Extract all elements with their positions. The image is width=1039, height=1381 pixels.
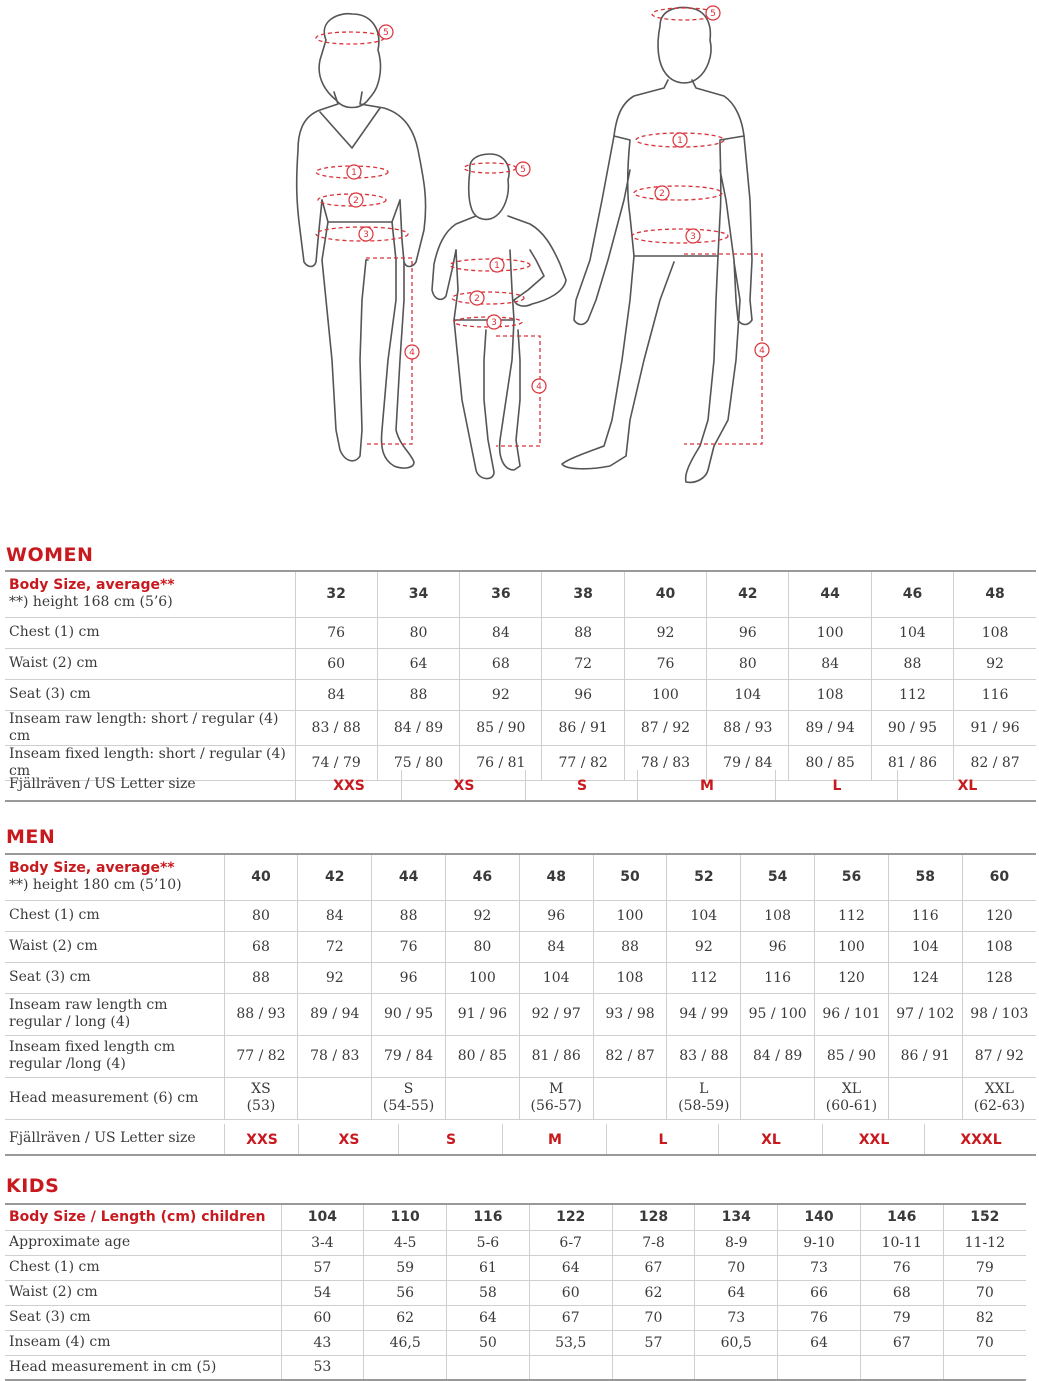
table-cell: 79 / 84 [707,745,789,780]
table-row [5,648,1036,679]
head-cell [593,1077,667,1119]
table-row [5,931,1036,962]
table-cell: 104 [871,617,953,648]
table-cell: 10-11 [860,1230,943,1255]
table-cell [695,1355,778,1380]
table-cell: 97 / 102 [888,993,962,1035]
table-cell: 83 / 88 [667,1035,741,1077]
table-cell: 70 [695,1255,778,1280]
row-label: Waist (2) cm [5,1280,281,1305]
table-cell: 100 [789,617,871,648]
table-cell [943,1355,1026,1380]
row-label: Approximate age [5,1230,281,1255]
table-cell: 64 [447,1305,530,1330]
kids-size-col: 134 [695,1204,778,1230]
table-cell: 76 [624,648,706,679]
table-cell: 91 / 96 [445,993,519,1035]
table-cell: 84 [519,931,593,962]
table-cell: 90 / 95 [871,710,953,745]
kids-body [5,1230,1026,1380]
kids-section-title: KIDS [6,1175,60,1197]
kids-size-col: 146 [860,1204,943,1230]
men-section-title: MEN [6,826,56,848]
women-size-col: 40 [624,571,706,617]
row-label: Chest (1) cm [5,617,295,648]
row-label: Head measurement in cm (5) [5,1355,281,1380]
table-cell: 76 [372,931,446,962]
table-cell: 100 [815,931,889,962]
marker-4: 4 [409,348,415,358]
table-cell: 76 [860,1255,943,1280]
table-cell: 94 / 99 [667,993,741,1035]
men-size-col: 44 [372,854,446,900]
women-letter-size-row [5,770,1036,802]
table-cell [778,1355,861,1380]
marker-3: 3 [690,232,696,242]
table-cell: 61 [447,1255,530,1280]
table-cell: 92 [298,962,372,993]
men-height-note: **) height 180 cm (5’10) [9,877,182,894]
table-cell: 77 / 82 [542,745,624,780]
table-cell: 88 [377,679,459,710]
table-cell: 64 [695,1280,778,1305]
table-row [5,1330,1026,1355]
men-size-col: 52 [667,854,741,900]
table-cell: 92 [624,617,706,648]
kids-size-col: 152 [943,1204,1026,1230]
head-cell: L (58-59) [667,1077,741,1119]
kids-size-col: 140 [778,1204,861,1230]
table-cell: 85 / 90 [815,1035,889,1077]
row-label: Inseam raw length cm regular / long (4) [5,993,224,1035]
table-cell: 84 [295,679,377,710]
letter-size-cell: S [398,1124,503,1154]
table-row [5,1280,1026,1305]
women-height-note: **) height 168 cm (5’6) [9,594,173,611]
table-cell [860,1355,943,1380]
table-cell: 87 / 92 [624,710,706,745]
table-cell: 108 [789,679,871,710]
table-cell: 80 / 85 [789,745,871,780]
table-cell: 89 / 94 [298,993,372,1035]
table-cell: 76 [778,1305,861,1330]
table-cell: 100 [593,900,667,931]
table-cell: 67 [529,1305,612,1330]
table-cell: 91 / 96 [954,710,1036,745]
table-cell: 76 [295,617,377,648]
table-cell: 88 [871,648,953,679]
table-cell: 95 / 100 [741,993,815,1035]
table-cell: 83 / 88 [295,710,377,745]
women-size-col: 36 [460,571,542,617]
table-cell: 112 [871,679,953,710]
table-cell: 108 [593,962,667,993]
table-cell: 62 [612,1280,695,1305]
table-cell: 98 / 103 [962,993,1036,1035]
letter-size-cell: XXS [295,770,402,800]
table-cell: 67 [612,1255,695,1280]
table-cell: 84 [460,617,542,648]
table-cell: 96 [519,900,593,931]
table-cell: 120 [962,900,1036,931]
table-cell: 104 [707,679,789,710]
table-cell: 84 / 89 [741,1035,815,1077]
women-header-label: Body Size, average** **) height 168 cm (5’6) [5,571,295,617]
row-label: Inseam raw length: short / regular (4) cm [5,710,295,745]
men-size-col: 42 [298,854,372,900]
table-cell: 116 [954,679,1036,710]
men-size-col: 50 [593,854,667,900]
letter-size-cell: M [502,1124,607,1154]
women-size-col: 38 [542,571,624,617]
marker-5: 5 [520,165,526,175]
table-cell: 68 [460,648,542,679]
letter-size-cell: XL [718,1124,823,1154]
table-cell: 96 [741,931,815,962]
row-label: Inseam fixed length: short / regular (4) cm [5,745,295,780]
head-cell: M (56-57) [519,1077,593,1119]
table-cell: 80 [377,617,459,648]
table-cell: 78 / 83 [624,745,706,780]
table-cell: 68 [224,931,298,962]
marker-2: 2 [659,189,665,199]
men-size-col: 48 [519,854,593,900]
marker-2: 2 [353,196,359,206]
table-cell: 60 [295,648,377,679]
table-cell: 84 [298,900,372,931]
table-cell: 79 [860,1305,943,1330]
kids-header-row [5,1204,1026,1230]
table-cell: 11-12 [943,1230,1026,1255]
table-cell: 68 [860,1280,943,1305]
table-cell: 116 [741,962,815,993]
table-row [5,679,1036,710]
table-cell: 70 [612,1305,695,1330]
women-size-col: 32 [295,571,377,617]
kids-header-label: Body Size / Length (cm) children [5,1204,281,1230]
kids-size-col: 122 [529,1204,612,1230]
table-cell: 76 / 81 [460,745,542,780]
marker-4: 4 [759,346,765,356]
table-cell: 100 [445,962,519,993]
table-cell: 64 [377,648,459,679]
table-row [5,962,1036,993]
head-cell [445,1077,519,1119]
table-cell: 112 [815,900,889,931]
marker-3: 3 [491,318,497,328]
kids-size-table [5,1203,1026,1381]
women-size-col: 48 [954,571,1036,617]
table-cell: 54 [281,1280,364,1305]
table-cell: 43 [281,1330,364,1355]
head-cell: XXL (62-63) [962,1077,1036,1119]
women-body [5,617,1036,780]
head-measurement-label: Head measurement (6) cm [5,1077,224,1119]
table-cell: 87 / 92 [962,1035,1036,1077]
table-cell: 53 [281,1355,364,1380]
letter-size-cell: XXS [224,1124,299,1154]
table-cell: 81 / 86 [519,1035,593,1077]
table-cell: 92 / 97 [519,993,593,1035]
man-figure [562,8,752,483]
table-cell: 70 [943,1330,1026,1355]
row-label: Chest (1) cm [5,900,224,931]
table-cell: 73 [695,1305,778,1330]
table-row [5,993,1036,1035]
body-measurement-illustration [0,0,1039,520]
table-cell [612,1355,695,1380]
table-cell: 96 [707,617,789,648]
men-head-row [5,1077,1036,1119]
table-cell: 112 [667,962,741,993]
table-cell: 86 / 91 [542,710,624,745]
table-cell: 8-9 [695,1230,778,1255]
table-cell: 58 [447,1280,530,1305]
men-header-label: Body Size, average** **) height 180 cm (5’10) [5,854,224,900]
table-cell: 82 / 87 [954,745,1036,780]
table-cell: 104 [667,900,741,931]
table-cell: 81 / 86 [871,745,953,780]
table-row [5,1230,1026,1255]
table-cell: 88 / 93 [707,710,789,745]
women-header-row [5,571,1036,617]
table-cell: 80 [707,648,789,679]
table-cell: 79 [943,1255,1026,1280]
letter-size-label: Fjällräven / US Letter size [9,776,196,792]
table-cell: 72 [542,648,624,679]
table-cell: 4-5 [364,1230,447,1255]
table-cell: 60 [281,1305,364,1330]
women-size-col: 34 [377,571,459,617]
row-label: Inseam (4) cm [5,1330,281,1355]
row-label: Chest (1) cm [5,1255,281,1280]
table-cell: 80 [224,900,298,931]
table-cell: 82 / 87 [593,1035,667,1077]
table-cell: 108 [741,900,815,931]
row-label: Seat (3) cm [5,679,295,710]
letter-size-cell: XS [401,770,526,800]
table-row [5,900,1036,931]
table-cell: 92 [667,931,741,962]
table-cell: 92 [460,679,542,710]
table-cell: 96 [372,962,446,993]
head-cell: XS (53) [224,1077,298,1119]
table-cell: 5-6 [447,1230,530,1255]
table-cell: 92 [954,648,1036,679]
row-label: Waist (2) cm [5,931,224,962]
marker-5: 5 [710,9,716,19]
table-cell: 128 [962,962,1036,993]
table-cell: 82 [943,1305,1026,1330]
table-row [5,1035,1036,1077]
men-size-col: 58 [888,854,962,900]
men-size-col: 40 [224,854,298,900]
table-row [5,710,1036,745]
table-cell: 57 [612,1330,695,1355]
table-row [5,1255,1026,1280]
table-cell: 60 [529,1280,612,1305]
table-cell: 60,5 [695,1330,778,1355]
row-label: Waist (2) cm [5,648,295,679]
letter-size-cell: XXXL [924,1124,1037,1154]
table-cell: 96 / 101 [815,993,889,1035]
table-cell: 120 [815,962,889,993]
men-size-col: 56 [815,854,889,900]
table-cell: 116 [888,900,962,931]
kids-size-col: 128 [612,1204,695,1230]
kids-size-col: 116 [447,1204,530,1230]
table-cell: 108 [954,617,1036,648]
men-size-col: 54 [741,854,815,900]
table-cell: 100 [624,679,706,710]
table-cell: 88 [542,617,624,648]
marker-1: 1 [677,136,683,146]
women-size-table [5,570,1036,781]
table-cell: 7-8 [612,1230,695,1255]
woman-figure [297,14,426,468]
table-cell: 9-10 [778,1230,861,1255]
letter-size-cell: L [775,770,898,800]
table-cell: 79 / 84 [372,1035,446,1077]
women-size-col: 44 [789,571,871,617]
table-cell: 74 / 79 [295,745,377,780]
men-header-row [5,854,1036,900]
table-cell: 56 [364,1280,447,1305]
table-cell: 84 [789,648,871,679]
letter-size-cell: S [525,770,638,800]
marker-2: 2 [474,294,480,304]
table-cell: 72 [298,931,372,962]
table-cell: 124 [888,962,962,993]
table-cell: 90 / 95 [372,993,446,1035]
letter-size-cell: L [606,1124,719,1154]
table-cell: 89 / 94 [789,710,871,745]
table-cell: 73 [778,1255,861,1280]
head-cell [888,1077,962,1119]
women-size-col: 46 [871,571,953,617]
table-cell: 84 / 89 [377,710,459,745]
table-cell: 108 [962,931,1036,962]
kids-size-col: 104 [281,1204,364,1230]
table-cell: 62 [364,1305,447,1330]
marker-1: 1 [494,261,500,271]
table-row [5,1355,1026,1380]
table-cell: 93 / 98 [593,993,667,1035]
marker-1: 1 [351,168,357,178]
letter-size-cell: M [637,770,776,800]
table-cell: 75 / 80 [377,745,459,780]
table-cell: 78 / 83 [298,1035,372,1077]
marker-5: 5 [383,28,389,38]
row-label: Seat (3) cm [5,962,224,993]
table-cell: 96 [542,679,624,710]
head-cell [298,1077,372,1119]
table-cell: 86 / 91 [888,1035,962,1077]
letter-size-label: Fjällräven / US Letter size [9,1130,196,1146]
men-body [5,900,1036,1077]
table-cell: 64 [529,1255,612,1280]
table-row [5,1305,1026,1330]
table-cell: 88 / 93 [224,993,298,1035]
table-cell: 88 [593,931,667,962]
table-cell: 80 / 85 [445,1035,519,1077]
table-cell: 88 [224,962,298,993]
table-cell: 70 [943,1280,1026,1305]
table-cell: 104 [519,962,593,993]
table-cell [447,1355,530,1380]
men-size-col: 60 [962,854,1036,900]
kids-size-col: 110 [364,1204,447,1230]
men-size-col: 46 [445,854,519,900]
head-cell: XL (60-61) [815,1077,889,1119]
table-cell: 46,5 [364,1330,447,1355]
row-label: Seat (3) cm [5,1305,281,1330]
table-cell: 3-4 [281,1230,364,1255]
table-cell: 53,5 [529,1330,612,1355]
letter-size-cell: XL [897,770,1037,800]
table-cell: 77 / 82 [224,1035,298,1077]
table-cell: 6-7 [529,1230,612,1255]
table-cell: 92 [445,900,519,931]
table-cell: 67 [860,1330,943,1355]
table-cell [364,1355,447,1380]
table-cell: 57 [281,1255,364,1280]
letter-size-cell: XS [298,1124,399,1154]
table-cell: 104 [888,931,962,962]
table-cell: 85 / 90 [460,710,542,745]
men-letter-size-row [5,1124,1036,1156]
men-size-table [5,853,1036,1120]
table-cell [529,1355,612,1380]
head-cell: S (54-55) [372,1077,446,1119]
marker-3: 3 [363,230,369,240]
table-cell: 80 [445,931,519,962]
women-section-title: WOMEN [6,544,94,566]
head-cell [741,1077,815,1119]
letter-size-cell: XXL [822,1124,925,1154]
table-row [5,617,1036,648]
women-size-col: 42 [707,571,789,617]
marker-4: 4 [536,382,542,392]
table-cell: 66 [778,1280,861,1305]
table-cell: 88 [372,900,446,931]
table-cell: 59 [364,1255,447,1280]
row-label: Inseam fixed length cm regular /long (4) [5,1035,224,1077]
table-cell: 50 [447,1330,530,1355]
table-cell: 64 [778,1330,861,1355]
